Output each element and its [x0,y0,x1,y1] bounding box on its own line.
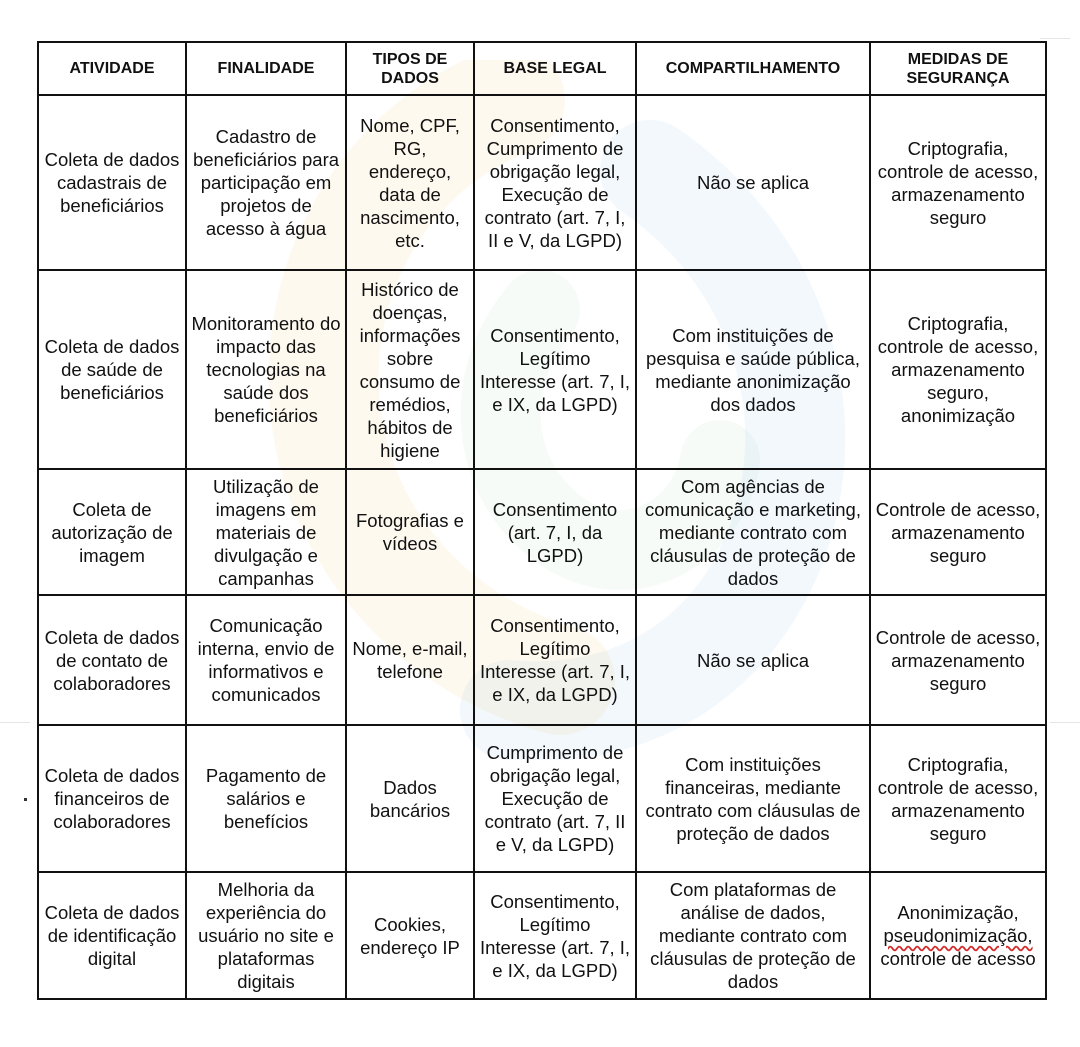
stray-mark [24,798,27,801]
cell-finalidade: Utilização de imagens em materiais de divulgação e campanhas [186,469,346,595]
cell-atividade: Coleta de dados de contato de colaboradores [38,595,186,725]
cell-atividade: Coleta de dados cadastrais de beneficiários [38,95,186,270]
cell-atividade: Coleta de dados de saúde de beneficiários [38,270,186,469]
table-row [38,872,1046,999]
table-row [38,469,1046,595]
cell-base-legal: Consentimento (art. 7, I, da LGPD) [474,469,636,595]
header-medidas-de-seguranca: MEDIDAS DE SEGURANÇA [870,42,1046,95]
cell-tipos-de-dados: Fotografias e vídeos [346,469,474,595]
table-row [38,95,1046,270]
header-row [38,42,1046,95]
lgpd-data-table [37,41,1047,1000]
cell-atividade: Coleta de autorização de imagem [38,469,186,595]
cell-medidas-de-seguranca: Controle de acesso, armazenamento seguro [870,469,1046,595]
cell-compartilhamento: Com instituições financeiras, mediante contrato com cláusulas de proteção de dados [636,725,870,872]
cell-compartilhamento: Não se aplica [636,595,870,725]
header-compartilhamento: COMPARTILHAMENTO [636,42,870,95]
cell-atividade: Coleta de dados de identificação digital [38,872,186,999]
cell-finalidade: Cadastro de beneficiários para participação em projetos de acesso à água [186,95,346,270]
cell-compartilhamento: Com plataformas de análise de dados, mediante contrato com cláusulas de proteção de dados [636,872,870,999]
cell-tipos-de-dados: Cookies, endereço IP [346,872,474,999]
cell-compartilhamento: Com instituições de pesquisa e saúde pública, mediante anonimização dos dados [636,270,870,469]
cell-tipos-de-dados: Nome, e-mail, telefone [346,595,474,725]
header-tipos-de-dados: TIPOS DE DADOS [346,42,474,95]
cell-medidas-de-seguranca: Criptografia, controle de acesso, armazenamento seguro, anonimização [870,270,1046,469]
table-row [38,595,1046,725]
medidas-part-anonimizacao: Anonimização, [897,902,1019,923]
cell-finalidade: Pagamento de salários e benefícios [186,725,346,872]
cell-tipos-de-dados: Histórico de doenças, informações sobre consumo de remédios, hábitos de higiene [346,270,474,469]
cell-compartilhamento: Com agências de comunicação e marketing, mediante contrato com cláusulas de proteção de dados [636,469,870,595]
cell-base-legal: Consentimento, Cumprimento de obrigação legal, Execução de contrato (art. 7, I, II e V, da LGPD) [474,95,636,270]
faint-mid-line-left [0,722,30,723]
cell-atividade: Coleta de dados financeiros de colaboradores [38,725,186,872]
header-base-legal: BASE LEGAL [474,42,636,95]
faint-mid-line-right [1050,722,1080,723]
cell-finalidade: Comunicação interna, envio de informativos e comunicados [186,595,346,725]
cell-medidas-de-seguranca [870,872,1046,999]
cell-medidas-de-seguranca: Criptografia, controle de acesso, armazenamento seguro [870,95,1046,270]
cell-compartilhamento: Não se aplica [636,95,870,270]
cell-tipos-de-dados: Nome, CPF, RG, endereço, data de nascimento, etc. [346,95,474,270]
header-finalidade: FINALIDADE [186,42,346,95]
cell-medidas-de-seguranca: Controle de acesso, armazenamento seguro [870,595,1046,725]
cell-base-legal: Cumprimento de obrigação legal, Execução de contrato (art. 7, II e V, da LGPD) [474,725,636,872]
table-row [38,270,1046,469]
cell-base-legal: Consentimento, Legítimo Interesse (art. 7, I, e IX, da LGPD) [474,270,636,469]
cell-base-legal: Consentimento, Legítimo Interesse (art. 7, I, e IX, da LGPD) [474,872,636,999]
cell-finalidade: Monitoramento do impacto das tecnologias na saúde dos beneficiários [186,270,346,469]
header-atividade: ATIVIDADE [38,42,186,95]
cell-tipos-de-dados: Dados bancários [346,725,474,872]
medidas-part-controle-de-acesso: controle de acesso [880,948,1036,969]
cell-finalidade: Melhoria da experiência do usuário no site e plataformas digitais [186,872,346,999]
table-row [38,725,1046,872]
cell-medidas-de-seguranca: Criptografia, controle de acesso, armazenamento seguro [870,725,1046,872]
faint-top-line [1040,38,1070,39]
medidas-part-pseudonimizacao: pseudonimização, [883,925,1033,946]
cell-base-legal: Consentimento, Legítimo Interesse (art. 7, I, e IX, da LGPD) [474,595,636,725]
